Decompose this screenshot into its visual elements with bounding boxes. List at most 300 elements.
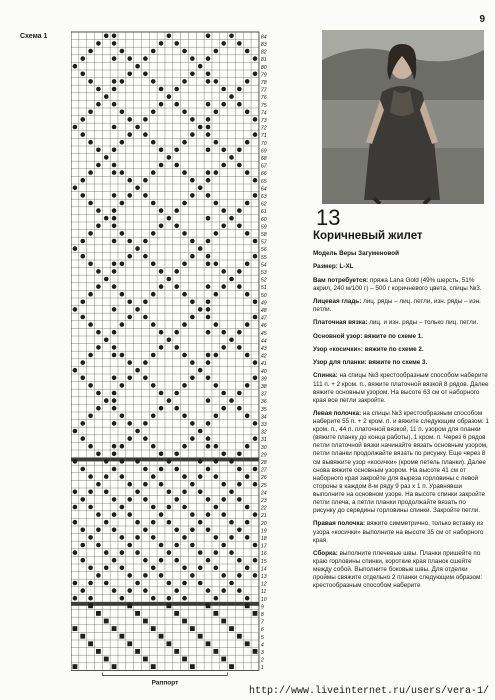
row-number: 62 xyxy=(260,201,267,208)
knit-symbol xyxy=(206,558,211,563)
knit-symbol xyxy=(73,490,78,495)
row-number: 73 xyxy=(260,118,267,124)
knit-symbol xyxy=(96,330,101,335)
knit-symbol xyxy=(112,269,117,274)
knit-symbol xyxy=(88,79,93,84)
article-column xyxy=(313,207,489,596)
knit-symbol xyxy=(214,505,219,510)
knit-symbol xyxy=(190,254,195,259)
row-number: 24 xyxy=(260,490,267,497)
row-number: 50 xyxy=(260,292,267,299)
row-number: 58 xyxy=(260,232,267,238)
purl-symbol xyxy=(104,657,109,662)
row-number: 61 xyxy=(260,209,267,216)
knit-symbol xyxy=(143,482,148,487)
knit-symbol xyxy=(96,163,101,168)
purl-symbol xyxy=(166,603,171,608)
knit-symbol xyxy=(206,117,211,122)
knit-symbol xyxy=(206,132,211,137)
knit-symbol xyxy=(245,353,250,358)
knit-symbol xyxy=(104,581,109,586)
knit-symbol xyxy=(80,254,85,259)
row-number: 60 xyxy=(260,216,267,223)
knit-symbol xyxy=(167,505,172,510)
knit-symbol xyxy=(104,566,109,571)
knit-symbol xyxy=(73,186,78,191)
knit-symbol xyxy=(253,239,258,244)
knit-symbol xyxy=(182,414,187,419)
knit-symbol xyxy=(245,566,250,571)
footer-url: http://www.liveinternet.ru/users/vera-1/ xyxy=(248,686,489,697)
knit-symbol xyxy=(221,102,226,107)
knit-symbol xyxy=(167,520,172,525)
knit-symbol xyxy=(214,170,219,175)
knit-symbol xyxy=(206,376,211,381)
knit-symbol xyxy=(120,383,125,388)
knit-symbol xyxy=(96,482,101,487)
knit-symbol xyxy=(214,292,219,297)
knit-symbol xyxy=(214,79,219,84)
knit-symbol xyxy=(143,360,148,365)
knit-symbol xyxy=(88,474,93,479)
knit-symbol xyxy=(80,72,85,77)
purl-symbol xyxy=(206,641,211,646)
row-number: 70 xyxy=(260,140,267,147)
knit-symbol xyxy=(198,429,203,434)
knit-symbol xyxy=(206,330,211,335)
knit-symbol xyxy=(237,87,242,92)
knit-symbol xyxy=(206,125,211,130)
knit-symbol xyxy=(159,467,164,472)
knit-symbol xyxy=(159,543,164,548)
knit-symbol xyxy=(151,596,156,601)
model-photo xyxy=(322,30,484,204)
knit-symbol xyxy=(96,543,101,548)
knit-symbol xyxy=(112,467,117,472)
knit-symbol xyxy=(80,360,85,365)
row-number: 14 xyxy=(260,566,267,573)
knit-symbol xyxy=(80,467,85,472)
knit-symbol xyxy=(80,376,85,381)
knit-symbol xyxy=(112,208,117,213)
knit-symbol xyxy=(174,558,179,563)
knit-symbol xyxy=(221,452,226,457)
purl-symbol xyxy=(151,626,156,631)
knit-symbol xyxy=(237,573,242,578)
row-number: 81 xyxy=(260,57,267,64)
knit-symbol xyxy=(206,79,211,84)
knit-symbol xyxy=(182,140,187,145)
knit-symbol xyxy=(253,512,258,517)
knit-symbol xyxy=(88,596,93,601)
scheme-label: Схема 1 xyxy=(20,33,48,40)
knit-symbol xyxy=(237,345,242,350)
knit-symbol xyxy=(198,490,203,495)
knit-symbol xyxy=(104,520,109,525)
knit-symbol xyxy=(112,284,117,289)
knit-symbol xyxy=(151,170,156,175)
knit-symbol xyxy=(127,178,132,183)
knit-symbol xyxy=(198,581,203,586)
purl-symbol xyxy=(190,664,195,669)
row-number: 8 xyxy=(260,612,264,618)
knit-symbol xyxy=(112,79,117,84)
knit-symbol xyxy=(253,543,258,548)
knit-symbol xyxy=(112,163,117,168)
knit-symbol xyxy=(229,520,234,525)
row-number: 40 xyxy=(260,368,267,375)
knit-symbol xyxy=(88,490,93,495)
row-number: 49 xyxy=(260,300,267,307)
knit-symbol xyxy=(88,110,93,115)
knit-symbol xyxy=(80,178,85,183)
knit-symbol xyxy=(190,72,195,77)
knit-symbol xyxy=(135,581,140,586)
knit-symbol xyxy=(190,239,195,244)
article-number: 13 xyxy=(316,205,341,230)
knit-symbol xyxy=(221,269,226,274)
purl-symbol xyxy=(174,649,179,654)
knit-symbol xyxy=(206,353,211,358)
knit-symbol xyxy=(253,315,258,320)
knit-symbol xyxy=(174,497,179,502)
knit-symbol xyxy=(120,566,125,571)
knit-symbol xyxy=(182,49,187,54)
knit-symbol xyxy=(159,452,164,457)
knit-symbol xyxy=(88,383,93,388)
main-pattern-paragraph: Основной узор: вяжите по схеме 1. xyxy=(313,332,424,340)
row-number: 63 xyxy=(260,194,267,200)
knit-symbol xyxy=(151,474,156,479)
knit-symbol xyxy=(80,543,85,548)
row-number: 5 xyxy=(260,634,264,641)
row-number: 42 xyxy=(260,353,267,360)
purl-symbol xyxy=(221,619,226,624)
knit-symbol xyxy=(206,72,211,77)
knit-symbol xyxy=(135,429,140,434)
row-number: 82 xyxy=(260,49,267,56)
knit-symbol xyxy=(245,140,250,145)
knit-symbol xyxy=(80,132,85,137)
knit-symbol xyxy=(206,216,211,221)
knit-symbol xyxy=(190,543,195,548)
knit-symbol xyxy=(96,345,101,350)
knit-symbol xyxy=(190,193,195,198)
knit-symbol xyxy=(127,497,132,502)
row-number: 6 xyxy=(260,627,264,634)
knit-symbol xyxy=(182,201,187,206)
knit-symbol xyxy=(151,535,156,540)
knit-symbol xyxy=(159,512,164,517)
knit-symbol xyxy=(120,535,125,540)
assembly-paragraph: Сборка: выполните плечевые швы. Планки пришейте по краю горловины спинки, короткие края планок сшейте между собой. Выполните боковые швы. Для отделки проймы свяжите отдельно 2 планки следующим образом: крестообразным способом наберите xyxy=(313,549,483,590)
knit-symbol xyxy=(73,64,78,69)
knit-symbol xyxy=(120,596,125,601)
knit-symbol xyxy=(135,125,140,130)
knit-symbol xyxy=(120,201,125,206)
knit-symbol xyxy=(245,292,250,297)
knit-symbol xyxy=(96,87,101,92)
knit-symbol xyxy=(245,596,250,601)
knit-symbol xyxy=(159,269,164,274)
band-pattern-paragraph: Узор для планки: вяжите по схеме 3. xyxy=(313,359,428,367)
knit-symbol xyxy=(167,94,172,99)
knit-symbol xyxy=(229,459,234,464)
left-front-paragraph: Левая полочка: на спицы №3 крестообразным способом наберите 55 п. + 2 кром. п. и вяжите следующим образом: 1 кром. п., 44 п. платочной вязкой, 11 п. узором для планки (вяжите планку до конца работы), 1 кром. п. Через 6 рядов петли платочной вязки начинайте вязать основным узором, петли планки продолжайте вязать по рисунку. Еще через 8 см вывяжите узор «косички» (кроме петель планки). Далее снова вяжите основным узором. На высоте 41 см от наборного края закройте для выреза горловины с левой стороны в каждом 8-м ряду 9 раз х 1 п. Уравнявши выполните на основном узоре. На высоте спинки закройте петли плеча, а петли планки продолжайте вязать по рисунку до середины горловины спинки. Закройте петли. xyxy=(313,410,489,515)
knit-symbol xyxy=(112,497,117,502)
knit-symbol xyxy=(112,558,117,563)
knit-symbol xyxy=(206,588,211,593)
knit-symbol xyxy=(112,330,117,335)
knit-symbol xyxy=(174,284,179,289)
knit-symbol xyxy=(143,315,148,320)
row-number: 51 xyxy=(260,285,267,292)
knit-symbol xyxy=(206,254,211,259)
knit-symbol xyxy=(127,193,132,198)
knit-symbol xyxy=(214,474,219,479)
purl-symbol xyxy=(151,664,156,669)
knit-symbol xyxy=(190,528,195,533)
knit-symbol xyxy=(167,398,172,403)
knit-symbol xyxy=(143,573,148,578)
row-number: 19 xyxy=(260,528,267,535)
knit-symbol xyxy=(190,573,195,578)
purl-symbol xyxy=(73,664,78,669)
knit-symbol xyxy=(190,132,195,137)
knit-symbol xyxy=(143,239,148,244)
page-number: 9 xyxy=(479,14,485,25)
knit-symbol xyxy=(120,49,125,54)
knit-symbol xyxy=(120,459,125,464)
knit-symbol xyxy=(159,102,164,107)
row-number: 77 xyxy=(260,87,267,94)
knit-symbol xyxy=(206,528,211,533)
knit-symbol xyxy=(159,482,164,487)
knit-symbol xyxy=(206,444,211,449)
knit-symbol xyxy=(143,193,148,198)
knit-symbol xyxy=(214,414,219,419)
knit-symbol xyxy=(206,436,211,441)
knit-symbol xyxy=(80,528,85,533)
row-number: 59 xyxy=(260,224,267,231)
knit-symbol xyxy=(104,474,109,479)
knit-symbol xyxy=(174,41,179,46)
knit-symbol xyxy=(120,414,125,419)
knit-symbol xyxy=(120,444,125,449)
garter-stitch-paragraph: Платочная вязка: лиц. и изн. ряды – только лиц. петли. xyxy=(313,319,479,327)
knit-symbol xyxy=(151,444,156,449)
article-title: Коричневый жилет xyxy=(313,230,423,242)
row-number: 41 xyxy=(260,361,267,368)
knit-symbol xyxy=(167,277,172,282)
row-number: 16 xyxy=(260,551,267,558)
knit-symbol xyxy=(159,41,164,46)
knit-symbol xyxy=(182,262,187,267)
knit-symbol xyxy=(120,79,125,84)
knit-symbol xyxy=(182,490,187,495)
purl-symbol xyxy=(159,634,164,639)
knit-symbol xyxy=(206,262,211,267)
knit-symbol xyxy=(88,292,93,297)
knit-symbol xyxy=(245,170,250,175)
knit-symbol xyxy=(198,550,203,555)
knit-symbol xyxy=(221,482,226,487)
knit-symbol xyxy=(143,376,148,381)
knit-symbol xyxy=(112,353,117,358)
knit-symbol xyxy=(159,345,164,350)
knit-symbol xyxy=(143,254,148,259)
knit-symbol xyxy=(237,224,242,229)
purl-symbol xyxy=(253,611,258,616)
knit-symbol xyxy=(127,376,132,381)
knit-symbol xyxy=(159,208,164,213)
purl-symbol xyxy=(112,626,117,631)
knit-symbol xyxy=(112,376,117,381)
knit-symbol xyxy=(229,216,234,221)
row-number: 56 xyxy=(260,247,267,254)
row-number: 74 xyxy=(260,110,267,117)
knit-symbol xyxy=(206,467,211,472)
knit-symbol xyxy=(253,117,258,122)
knit-symbol xyxy=(182,581,187,586)
knit-symbol xyxy=(245,201,250,206)
knit-symbol xyxy=(120,353,125,358)
knit-symbol xyxy=(112,444,117,449)
knit-symbol xyxy=(182,474,187,479)
knit-symbol xyxy=(245,231,250,236)
knit-symbol xyxy=(112,452,117,457)
purl-symbol xyxy=(174,611,179,616)
knit-symbol xyxy=(206,170,211,175)
knit-symbol xyxy=(214,383,219,388)
knit-symbol xyxy=(88,414,93,419)
knit-symbol xyxy=(151,201,156,206)
purl-symbol xyxy=(229,626,234,631)
knit-symbol xyxy=(112,41,117,46)
knit-symbol xyxy=(245,383,250,388)
knit-symbol xyxy=(174,208,179,213)
row-number: 2 xyxy=(260,657,264,664)
knit-symbol xyxy=(88,444,93,449)
knit-symbol xyxy=(151,79,156,84)
knit-symbol xyxy=(112,528,117,533)
knit-symbol xyxy=(96,512,101,517)
knit-symbol xyxy=(80,588,85,593)
purl-symbol xyxy=(182,657,187,662)
knit-symbol xyxy=(221,406,226,411)
knit-symbol xyxy=(112,239,117,244)
row-number: 43 xyxy=(260,346,267,352)
purl-symbol xyxy=(166,641,171,646)
knit-symbol xyxy=(159,573,164,578)
knit-symbol xyxy=(96,528,101,533)
knit-symbol xyxy=(159,330,164,335)
knit-symbol xyxy=(143,436,148,441)
knit-symbol xyxy=(73,125,78,130)
knit-symbol xyxy=(221,208,226,213)
row-number: 44 xyxy=(260,338,267,345)
knit-symbol xyxy=(80,300,85,305)
knit-symbol xyxy=(127,315,132,320)
knit-symbol xyxy=(143,72,148,77)
knit-symbol xyxy=(112,345,117,350)
purl-symbol xyxy=(245,603,250,608)
purl-symbol xyxy=(127,641,132,646)
knit-symbol xyxy=(127,588,132,593)
knit-symbol xyxy=(198,246,203,251)
row-number: 75 xyxy=(260,102,267,109)
knit-symbol xyxy=(221,330,226,335)
knit-symbol xyxy=(104,459,109,464)
knit-symbol xyxy=(206,360,211,365)
knit-symbol xyxy=(127,360,132,365)
knit-symbol xyxy=(229,550,234,555)
knit-symbol xyxy=(143,132,148,137)
knit-symbol xyxy=(159,224,164,229)
knit-symbol xyxy=(221,588,226,593)
knit-symbol xyxy=(143,117,148,122)
knit-symbol xyxy=(112,224,117,229)
knit-symbol xyxy=(174,452,179,457)
knit-symbol xyxy=(253,558,258,563)
knit-symbol xyxy=(237,102,242,107)
knit-symbol xyxy=(96,208,101,213)
knit-symbol xyxy=(88,231,93,236)
knit-symbol xyxy=(127,132,132,137)
knit-symbol xyxy=(214,140,219,145)
purl-symbol xyxy=(182,619,187,624)
knit-symbol xyxy=(198,64,203,69)
knit-symbol xyxy=(73,581,78,586)
knit-symbol xyxy=(190,178,195,183)
knit-symbol xyxy=(237,528,242,533)
row-number: 15 xyxy=(260,558,267,565)
knit-symbol xyxy=(104,34,109,39)
knit-symbol xyxy=(151,292,156,297)
knit-symbol xyxy=(151,505,156,510)
knit-symbol xyxy=(143,421,148,426)
knit-symbol xyxy=(143,497,148,502)
knit-symbol xyxy=(159,284,164,289)
knit-symbol xyxy=(253,436,258,441)
knit-symbol xyxy=(253,360,258,365)
knit-symbol xyxy=(182,444,187,449)
knit-symbol xyxy=(135,535,140,540)
knit-symbol xyxy=(135,186,140,191)
knit-symbol xyxy=(135,64,140,69)
knit-symbol xyxy=(237,269,242,274)
knit-symbol xyxy=(214,201,219,206)
knit-symbol xyxy=(221,284,226,289)
knit-symbol xyxy=(112,102,117,107)
row-number: 32 xyxy=(260,429,267,436)
knit-symbol xyxy=(120,292,125,297)
knit-symbol xyxy=(73,246,78,251)
knit-symbol xyxy=(206,178,211,183)
row-number: 9 xyxy=(260,604,264,611)
knit-symbol xyxy=(96,148,101,153)
knit-symbol xyxy=(167,338,172,343)
knit-symbol xyxy=(198,459,203,464)
knit-symbol xyxy=(143,588,148,593)
knit-symbol xyxy=(80,315,85,320)
knit-symbol xyxy=(151,353,156,358)
knit-symbol xyxy=(80,497,85,502)
knit-symbol xyxy=(88,201,93,206)
knit-symbol xyxy=(80,421,85,426)
purl-symbol xyxy=(73,626,78,631)
knit-symbol xyxy=(245,474,250,479)
